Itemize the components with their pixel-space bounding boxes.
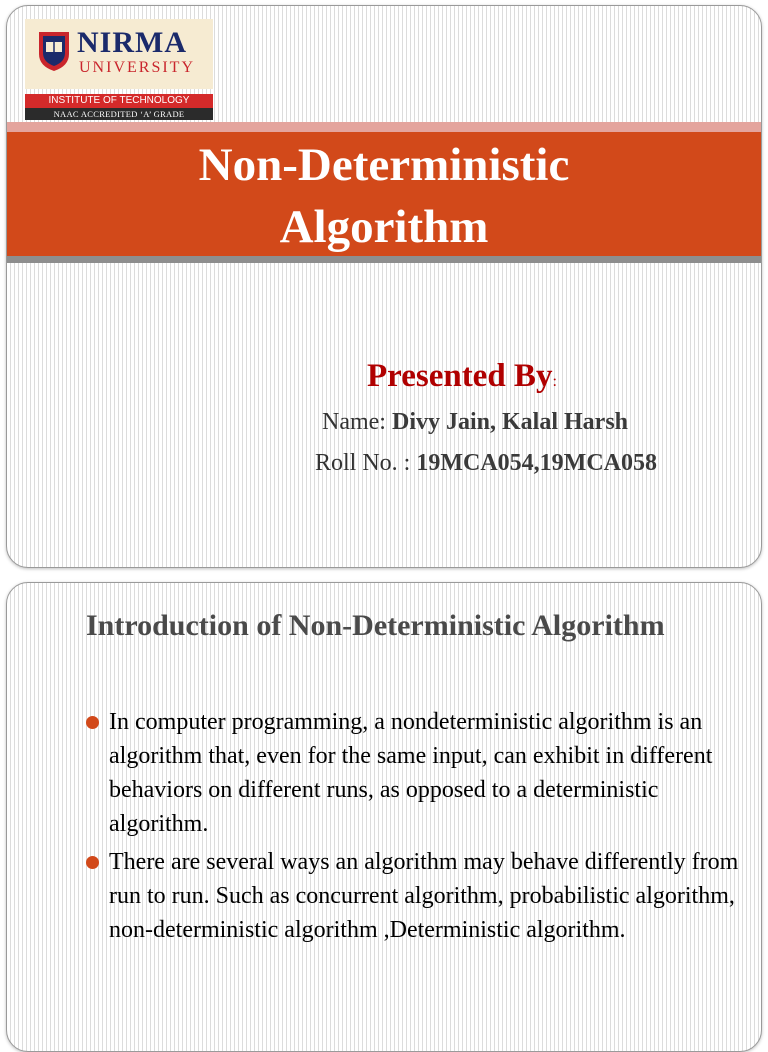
bullet-text: In computer programming, a nondeterministic algorithm is an algorithm that, even for the same input, can exhibit in different behaviors on different runs, as opposed to a deterministic algorithm. <box>109 709 713 837</box>
bullet-text: There are several ways an algorithm may behave differently from run to run. Such as concurrent algorithm, probabilistic algorithm, non-deterministic algorithm ,Deterministic algorithm. <box>109 849 739 943</box>
intro-slide-title: Introduction of Non-Deterministic Algorithm <box>86 609 665 642</box>
university-logo <box>25 19 213 120</box>
crest-icon <box>37 30 71 72</box>
logo-name: NIRMA <box>77 26 187 59</box>
presented-by-label: Presented By <box>367 358 553 394</box>
bullet-item <box>85 705 745 841</box>
slide-title <box>7 132 761 258</box>
logo-institute: INSTITUTE OF TECHNOLOGY <box>25 94 213 108</box>
slide-title-line2: Algorithm <box>279 201 489 253</box>
logo-subtitle: UNIVERSITY <box>79 59 195 76</box>
name-value: Divy Jain, Kalal Harsh <box>391 409 629 435</box>
title-slide <box>6 5 762 568</box>
logo-accreditation: NAAC ACCREDITED ‘A’ GRADE <box>25 108 213 120</box>
bullet-item <box>85 845 745 947</box>
accent-strip <box>7 122 761 132</box>
roll-value: 19MCA054,19MCA058 <box>416 450 657 476</box>
bullet-dot-icon <box>86 856 99 869</box>
name-line <box>322 409 628 436</box>
roll-line <box>315 450 657 477</box>
roll-label: Roll No. : <box>315 450 417 476</box>
presented-by-heading <box>367 358 557 395</box>
bullet-list <box>85 705 745 951</box>
slide-title-line1: Non-Deterministic <box>198 139 570 191</box>
name-label: Name: <box>322 409 392 435</box>
logo-header <box>25 19 213 89</box>
intro-slide <box>6 582 762 1052</box>
presented-by-colon: : <box>552 373 557 390</box>
bullet-dot-icon <box>86 716 99 729</box>
